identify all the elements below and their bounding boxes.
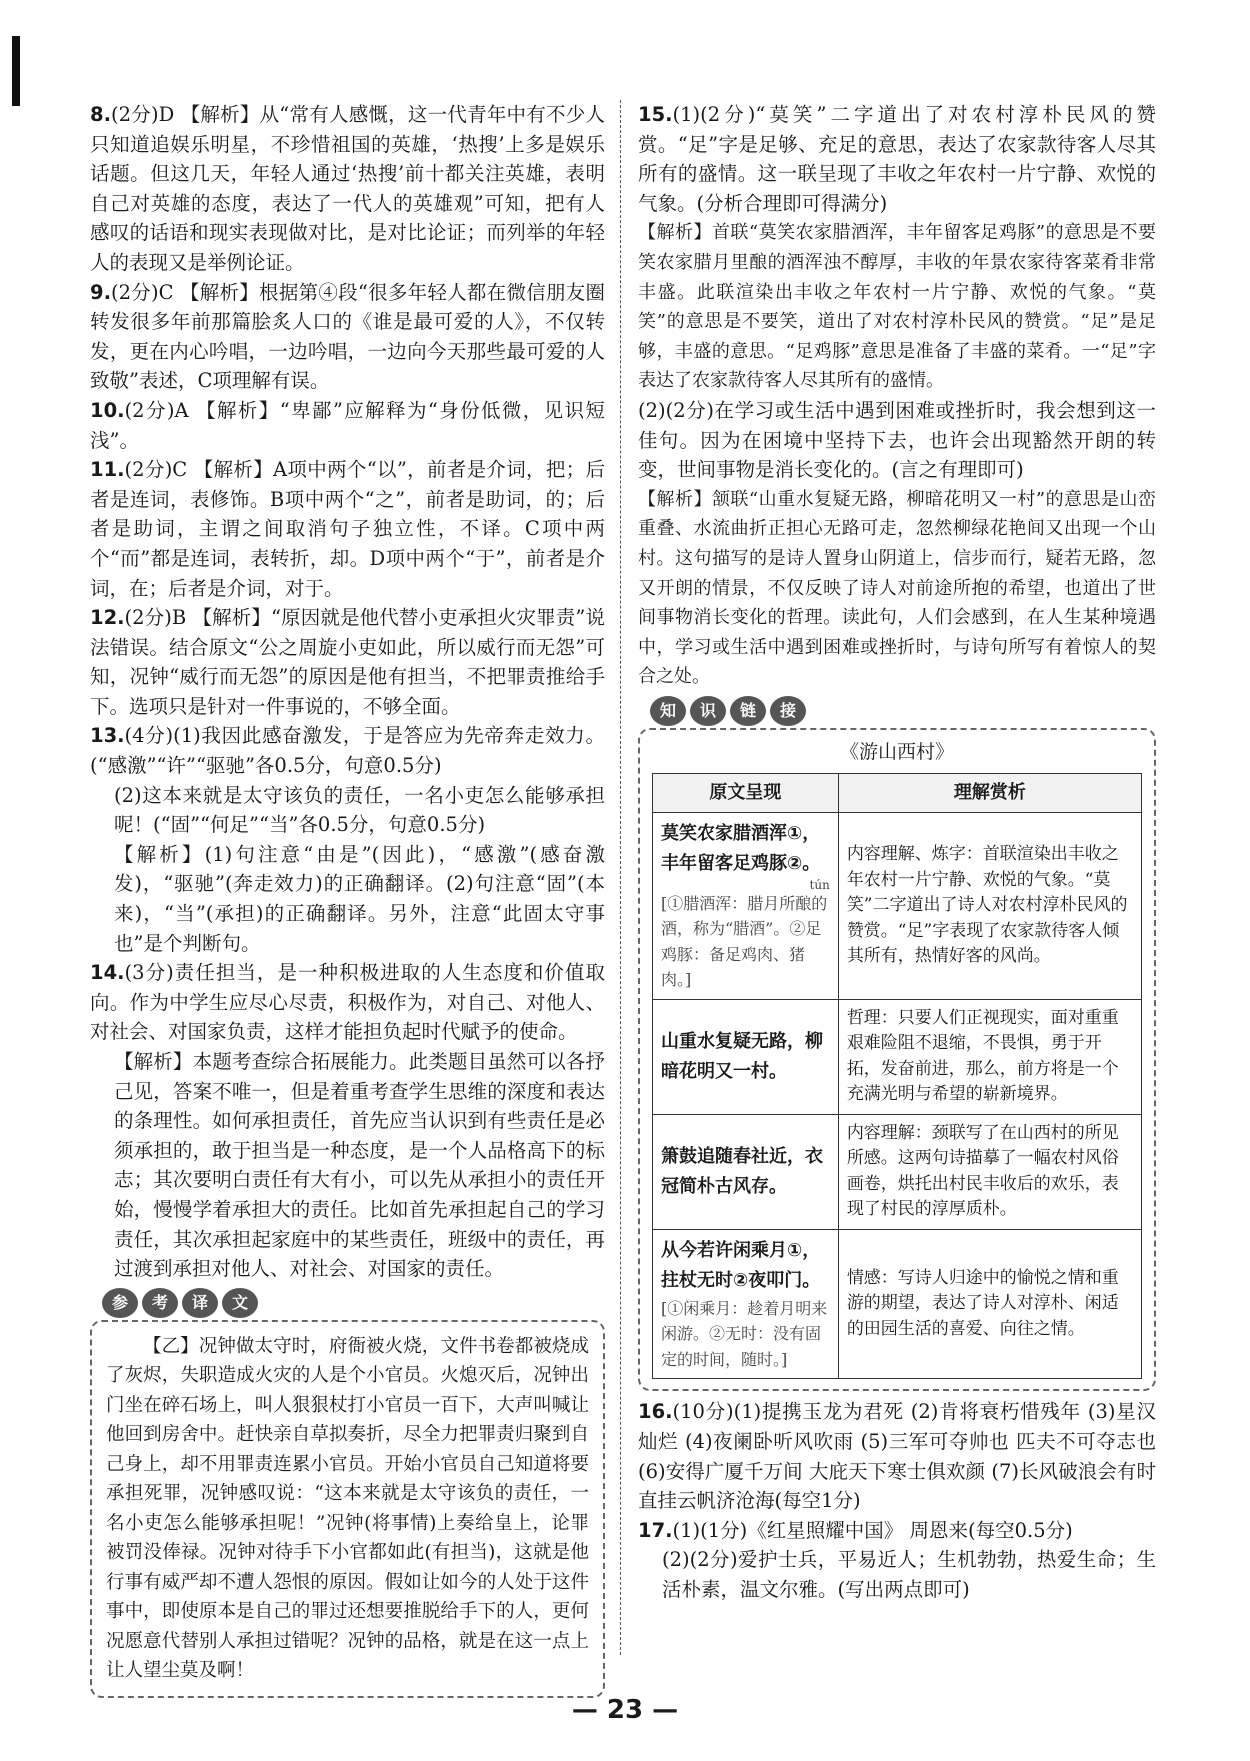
column-header: 理解赏析	[838, 774, 1141, 813]
right-column	[638, 100, 1156, 1605]
poem-title: 《游山西村》	[839, 740, 954, 763]
analysis-cell: 哲理：只要人们正视现实，面对重重艰难险阻不退缩，不畏惧，勇于开拓，发奋前进，那么，前方将是一个充满光明与希望的崭新境界。	[838, 999, 1141, 1114]
question-9: 9.(2分)C 【解析】根据第④段“很多年轻人都在微信朋友圈转发很多年前那篇脍炙人口的《谁是最可爱的人》，不仅转发，更在内心吟唱，一边吟唱，一边向今天那些最可爱的人致敬”表述，C项理解有误。	[90, 280, 605, 393]
question-14: 14.(3分)责任担当，是一种积极进取的人生态度和价值取向。作为中学生应尽心尽责，积极作为，对自己、对他人、对社会、对国家负责，这样才能担负起时代赋予的使命。 【解析】本题考查综合拓展能力。此类题目虽然可以各抒己见，答案不唯一，但是着重考查学生思维的深度和表达的条理性。如何承担责任，首先应当认识到有些责任是必须承担的，敢于担当是一种态度，是一个人品格高下的标志；其次要明白责任有大有小，可以先从承担小的责任开始，慢慢学着承担大的责任。比如首先承担起自己的学习责任，其次承担起家庭中的某些责任，班级中的责任，再过渡到承担对他人、对社会、对国家的责任。	[90, 961, 605, 1281]
question-15: 15.(1)(2分)“莫笑”二字道出了对农村淳朴民风的赞赏。“足”字是足够、充足的意思，表达了农家款待客人尽其所有的盛情。这一联呈现了丰收之年农村一片宁静、欢悦的气象。(分析合理即可得满分) 【解析】首联“莫笑农家腊酒浑，丰年留客足鸡豚”的意思是不要笑农家腊月里酿的酒浑浊不醇厚，丰收的年景农家待客菜肴非常丰盛。此联渲染出丰收之年农村一片宁静、欢悦的气象。“莫笑”的意思是不要笑，道出了对农村淳朴民风的赞赏。“足”是足够，丰盛的意思。“足鸡豚”意思是准备了丰盛的菜肴。一“足”字表达了农家款待客人尽其所有的盛情。 (2)(2分)在学习或生活中遇到困难或挫折时，我会想到这一佳句。因为在困境中坚持下去，也许会出现豁然开朗的转变，世间事物是消长变化的。(言之有理即可) 【解析】颔联“山重水复疑无路，柳暗花明又一村”的意思是山峦重叠、水流曲折正担心无路可走，忽然柳绿花艳间又出现一个山村。这句描写的是诗人置身山阴道上，信步而行，疑若无路，忽又开朗的情景，不仅反映了诗人对前途所抱的希望，也道出了世间事物消长变化的哲理。读此句，人们会感到，在人生某种境遇中，学习或生活中遇到困难或挫折时，与诗句所写有着惊人的契合之处。	[638, 103, 1156, 688]
label-badge: 参	[102, 1288, 138, 1318]
column-divider	[620, 100, 621, 1655]
question-17: 17.(1)(1分)《红星照耀中国》 周恩来(每空0.5分) (2)(2分)爱护士兵，平易近人；生机勃勃，热爱生命；生活朴素，温文尔雅。(写出两点即可)	[638, 1518, 1156, 1602]
question-10: 10.(2分)A 【解析】“卑鄙”应解释为“身份低微，见识短浅”。	[90, 398, 605, 452]
verse-cell: 箫鼓追随春社近，衣冠简朴古风存。	[653, 1114, 839, 1229]
analysis-cell: 内容理解、炼字：首联渲染出丰收之年农村一片宁静、欢悦的气象。“莫笑”二字道出了诗人对农村淳朴民风的赞赏。“足”字表现了农家款待客人倾其所有，热情好客的风尚。	[838, 812, 1141, 999]
question-8: 8.(2分)D 【解析】从“常有人感慨，这一代青年中有不少人只知道追娱乐明星，不珍惜祖国的英雄，‘热搜’上多是娱乐话题。但这几天，年轻人通过‘热搜’前十都关注英雄，表明自己对英雄的态度，表达了一代人的英雄观”可知，把有人感叹的话语和现实表现做对比，是对比论证；而列举的年轻人的表现又是举例论证。	[90, 103, 605, 274]
analysis-cell: 内容理解：颈联写了在山西村的所见所感。这两句诗描摹了一幅农村风俗画卷，烘托出村民丰收后的欢乐，表现了村民的淳厚质朴。	[838, 1114, 1141, 1229]
analysis-cell: 情感：写诗人归途中的愉悦之情和重游的期望，表达了诗人对淳朴、闲适的田园生活的喜爱、向往之情。	[838, 1229, 1141, 1379]
column-header: 原文呈现	[653, 774, 839, 813]
question-11: 11.(2分)C 【解析】A项中两个“以”，前者是介词，把；后者是连词，表修饰。B项中两个“之”，前者是助词，的；后者是助词，主谓之间取消句子独立性，不译。C项中两个“而”都是连词，表转折，却。D项中两个“于”，前者是介词，在；后者是介词，对于。	[90, 458, 605, 600]
poem-table	[652, 773, 1142, 1379]
binding-mark	[12, 36, 20, 106]
table-row	[653, 999, 1142, 1114]
left-column	[90, 100, 605, 1698]
label-badge: 考	[142, 1288, 178, 1318]
verse-cell: 莫笑农家腊酒浑①，丰年留客足鸡豚②。 tún [①腊酒浑：腊月所酿的酒，称为“腊酒”。②足鸡豚：备足鸡肉、猪肉。]	[653, 812, 839, 999]
question-13: 13.(4分)(1)我因此感奋激发，于是答应为先帝奔走效力。(“感激”“许”“驱驰”各0.5分，句意0.5分) (2)这本来就是太守该负的责任，一名小吏怎么能够承担呢！(“固”“何足”“当”各0.5分，句意0.5分) 【解析】(1)句注意“由是”(因此)，“感激”(感奋激发)，“驱驰”(奔走效力)的正确翻译。(2)句注意“固”(本来)，“当”(承担)的正确翻译。另外，注意“此固太守事也”是个判断句。	[90, 724, 605, 955]
pinyin: tún	[809, 877, 830, 892]
label-badge: 识	[690, 696, 726, 726]
label-badge: 知	[650, 696, 686, 726]
reference-translation-text: 【乙】况钟做太守时，府衙被火烧，文件书卷都被烧成了灰烬，失职造成火灾的人是个小官员。火熄灭后，况钟出门坐在碎石场上，叫人狠狠杖打小官员一百下，大声叫喊让他回到房舍中。赶快亲自草拟奏折，尽全力把罪责归聚到自己身上，却不用罪责连累小官员。开始小官员自己知道将要承担死罪，况钟感叹说：“这本来就是太守该负的责任，一名小吏怎么能够承担呢！”况钟(将事情)上奏给皇上，论罪被罚没俸禄。况钟对待手下小官都如此(有担当)，这就是他行事有威严却不遭人怨恨的原因。假如让如今的人处于这件事中，即使原本是自己的罪过还想要推脱给手下的人，更何况愿意代替别人承担过错呢？况钟的品格，就是在这一点上让人望尘莫及啊！	[106, 1335, 589, 1682]
table-header-row	[653, 774, 1142, 813]
label-badge: 接	[770, 696, 806, 726]
label-badge: 文	[222, 1288, 258, 1318]
question-12: 12.(2分)B 【解析】“原因就是他代替小吏承担火灾罪责”说法错误。结合原文“公之周旋小吏如此，所以威行而无怨”可知，况钟“威行而无怨”的原因是他有担当，不把罪责推给手下。选项只是针对一件事说的，不够全面。	[90, 606, 605, 718]
table-row	[653, 1229, 1142, 1379]
knowledge-link-box	[638, 728, 1156, 1392]
reference-translation-label	[102, 1288, 605, 1318]
reference-translation-box	[90, 1320, 605, 1698]
table-row	[653, 1114, 1142, 1229]
question-16: 16.(10分)(1)提携玉龙为君死 (2)肯将衰朽惜残年 (3)星汉灿烂 (4)夜阑卧听风吹雨 (5)三军可夺帅也 匹夫不可夺志也 (6)安得广厦千万间 大庇天下寒士俱欢颜 (7)长风破浪会有时 直挂云帆济沧海(每空1分)	[638, 1400, 1156, 1513]
label-badge: 译	[182, 1288, 218, 1318]
verse-cell: 从今若许闲乘月①，拄杖无时②夜叩门。 [①闲乘月：趁着月明来闲游。②无时：没有固定的时间，随时。]	[653, 1229, 839, 1379]
page-number: — 23 —	[571, 1695, 679, 1725]
table-row	[653, 812, 1142, 999]
verse-cell: 山重水复疑无路，柳暗花明又一村。	[653, 999, 839, 1114]
knowledge-link-label	[650, 696, 1156, 726]
label-badge: 链	[730, 696, 766, 726]
